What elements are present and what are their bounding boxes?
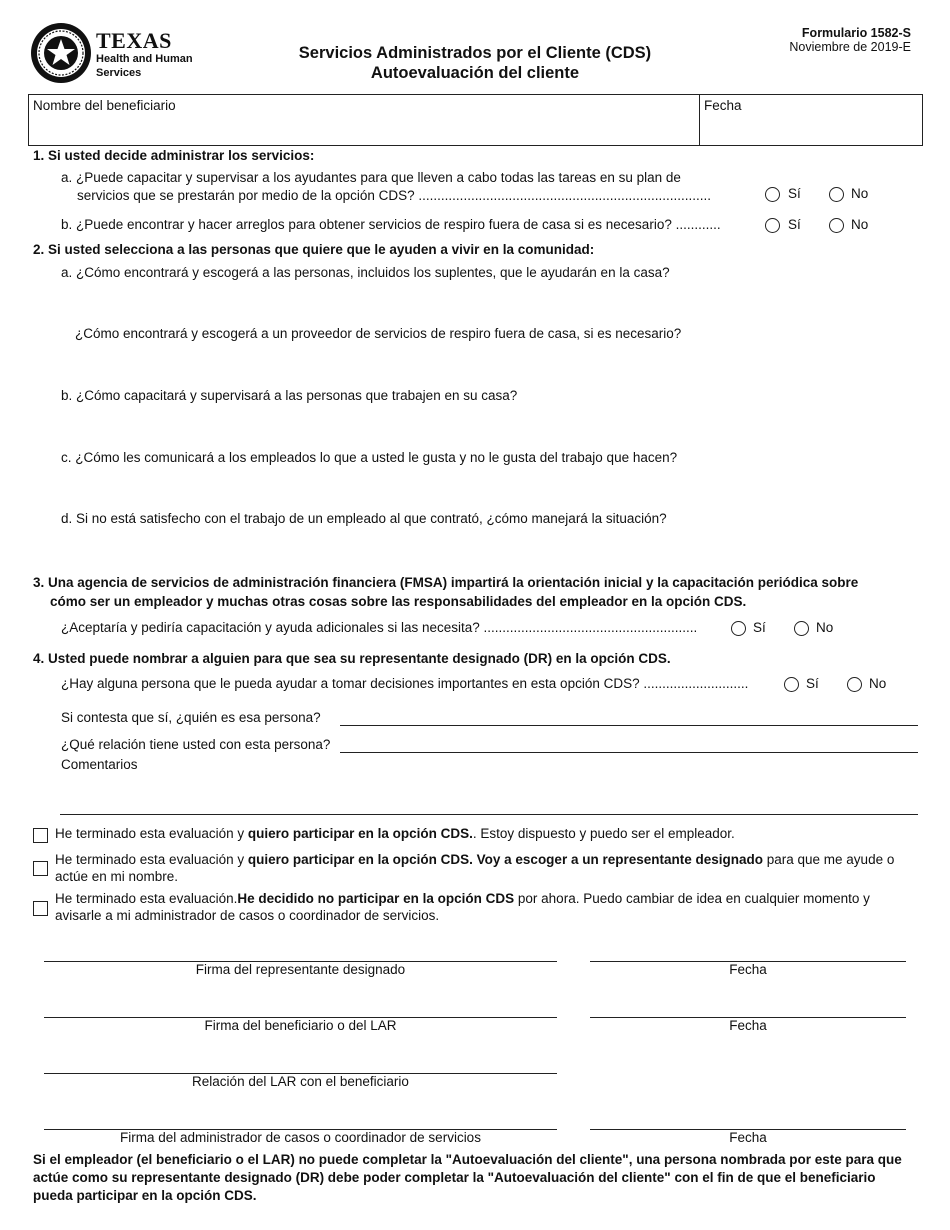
q3-yes-label: Sí — [753, 620, 766, 635]
choice-participate-dr-checkbox[interactable] — [33, 861, 48, 876]
beneficiary-box — [28, 94, 923, 146]
q4-who-input[interactable] — [340, 725, 918, 726]
beneficiary-name-label: Nombre del beneficiario — [33, 98, 176, 113]
q3-heading-line2: cómo ser un empleador y muchas otras cosas sobre las responsabilidades del empleador en la opción CDS. — [50, 594, 747, 609]
choice-decline-bold: He decidido no participar en la opción CDS — [237, 891, 515, 906]
choice-participate-bold: quiero participar en la opción CDS. — [247, 826, 473, 841]
q3-no-label: No — [816, 620, 834, 635]
choice-participate-dr-post: para que me ayude o actúe en mi nombre. — [55, 852, 895, 884]
q2c-text: c. ¿Cómo les comunicará a los empleados lo que a usted le gusta y no le gusta del trabajo que hacen? — [61, 450, 678, 465]
q1a-no-label: No — [851, 186, 869, 201]
beneficiary-signature-caption: Firma del beneficiario o del LAR — [204, 1018, 397, 1033]
lar-relation-caption: Relación del LAR con el beneficiario — [192, 1074, 409, 1089]
beneficiary-date-field[interactable] — [700, 95, 922, 145]
choice-participate-post: . Estoy dispuesto y puedo ser el empleador. — [472, 826, 735, 841]
q4-yes-label: Sí — [806, 676, 819, 691]
choice-participate-checkbox[interactable] — [33, 828, 48, 843]
q2a-text: a. ¿Cómo encontrará y escogerá a las personas, incluidos los suplentes, que le ayudarán en la casa? — [61, 265, 670, 280]
q1b-text: b. ¿Puede encontrar y hacer arreglos para obtener servicios de respiro fuera de casa si es necesario? ............ — [61, 217, 721, 232]
q4-heading: 4. Usted puede nombrar a alguien para que sea su representante designado (DR) en la opción CDS. — [33, 651, 671, 666]
dr-date-caption: Fecha — [729, 962, 767, 977]
dr-signature-caption: Firma del representante designado — [195, 962, 406, 977]
q1b-yes-radio[interactable] — [765, 218, 780, 233]
choice-decline-post: por ahora. Puedo cambiar de idea en cualquier momento y avisarle a mi administrador de casos o coordinador de servicios. — [55, 891, 870, 923]
q4-yes-radio[interactable] — [784, 677, 799, 692]
q4-no-label: No — [869, 676, 887, 691]
page-title: Servicios Administrados por el Cliente (CDS) — [298, 44, 652, 62]
q3-no-radio[interactable] — [794, 621, 809, 636]
logo-sub2: Services — [96, 67, 142, 79]
choice-decline-text — [55, 890, 915, 924]
q4-relation-label: ¿Qué relación tiene usted con esta persona? — [61, 737, 331, 752]
choice-participate-dr-text — [55, 851, 900, 885]
form-number: Formulario 1582-S — [801, 26, 911, 40]
q4-comments-label: Comentarios — [61, 757, 138, 772]
q4-relation-input[interactable] — [340, 752, 918, 753]
q2b-text: b. ¿Cómo capacitará y supervisará a las personas que trabajen en su casa? — [61, 388, 518, 403]
choice-participate-dr-pre: He terminado esta evaluación y — [55, 852, 248, 867]
beneficiary-date-caption: Fecha — [729, 1018, 767, 1033]
choice-participate-text — [55, 826, 735, 841]
q1a-yes-radio[interactable] — [765, 187, 780, 202]
choice-decline-pre: He terminado esta evaluación. — [55, 891, 238, 906]
logo-sub1: Health and Human — [96, 53, 193, 65]
q1-heading: 1. Si usted decide administrar los servicios: — [33, 148, 315, 163]
beneficiary-name-field[interactable] — [29, 95, 700, 145]
case-manager-signature-caption: Firma del administrador de casos o coordinador de servicios — [120, 1130, 481, 1145]
q3-question: ¿Aceptaría y pediría capacitación y ayuda adicionales si las necesita? ......................................................... — [61, 620, 698, 635]
q1a-yes-label: Sí — [788, 186, 801, 201]
form-date: Noviembre de 2019-E — [789, 40, 911, 54]
q1a-text-line1: a. ¿Puede capacitar y supervisar a los ayudantes para que lleven a cabo todas las tareas en su plan de — [61, 170, 681, 185]
beneficiary-date-label: Fecha — [704, 98, 742, 113]
choice-participate-pre: He terminado esta evaluación y — [55, 826, 248, 841]
logo-texas: TEXAS — [96, 28, 172, 53]
q1b-no-radio[interactable] — [829, 218, 844, 233]
page-subtitle: Autoevaluación del cliente — [370, 64, 580, 82]
choice-decline-checkbox[interactable] — [33, 901, 48, 916]
q4-who-label: Si contesta que sí, ¿quién es esa persona? — [61, 710, 321, 725]
q3-yes-radio[interactable] — [731, 621, 746, 636]
q2a2-text: ¿Cómo encontrará y escogerá a un proveedor de servicios de respiro fuera de casa, si es necesario? — [75, 326, 682, 341]
q3-heading-line1: 3. Una agencia de servicios de administración financiera (FMSA) impartirá la orientación inicial y la capacitación periódica sobre — [33, 575, 859, 590]
q1a-no-radio[interactable] — [829, 187, 844, 202]
footer-note: Si el empleador (el beneficiario o el LAR) no puede completar la "Autoevaluación del cliente", una persona nombrada por este para que actúe como su representante designado (DR) debe poder completar la "Autoevaluación del cliente" con el fin de que el beneficiario pueda participar en la opción CDS. — [33, 1152, 902, 1203]
case-manager-date-caption: Fecha — [729, 1130, 767, 1145]
q4-comments-input[interactable] — [60, 814, 918, 815]
q4-no-radio[interactable] — [847, 677, 862, 692]
q1b-yes-label: Sí — [788, 217, 801, 232]
q1b-no-label: No — [851, 217, 869, 232]
q4-question: ¿Hay alguna persona que le pueda ayudar a tomar decisiones importantes en esta opción CDS? ............................ — [61, 676, 749, 691]
q2d-text: d. Si no está satisfecho con el trabajo de un empleado al que contrató, ¿cómo manejará la situación? — [61, 511, 667, 526]
choice-participate-dr-bold: quiero participar en la opción CDS. Voy a escoger a un representante designado — [247, 852, 763, 867]
q1a-text-line2: servicios que se prestarán por medio de la opción CDS? .............................................................................. — [77, 188, 711, 203]
q2-heading: 2. Si usted selecciona a las personas que quiere que le ayuden a vivir en la comunidad: — [33, 242, 595, 257]
